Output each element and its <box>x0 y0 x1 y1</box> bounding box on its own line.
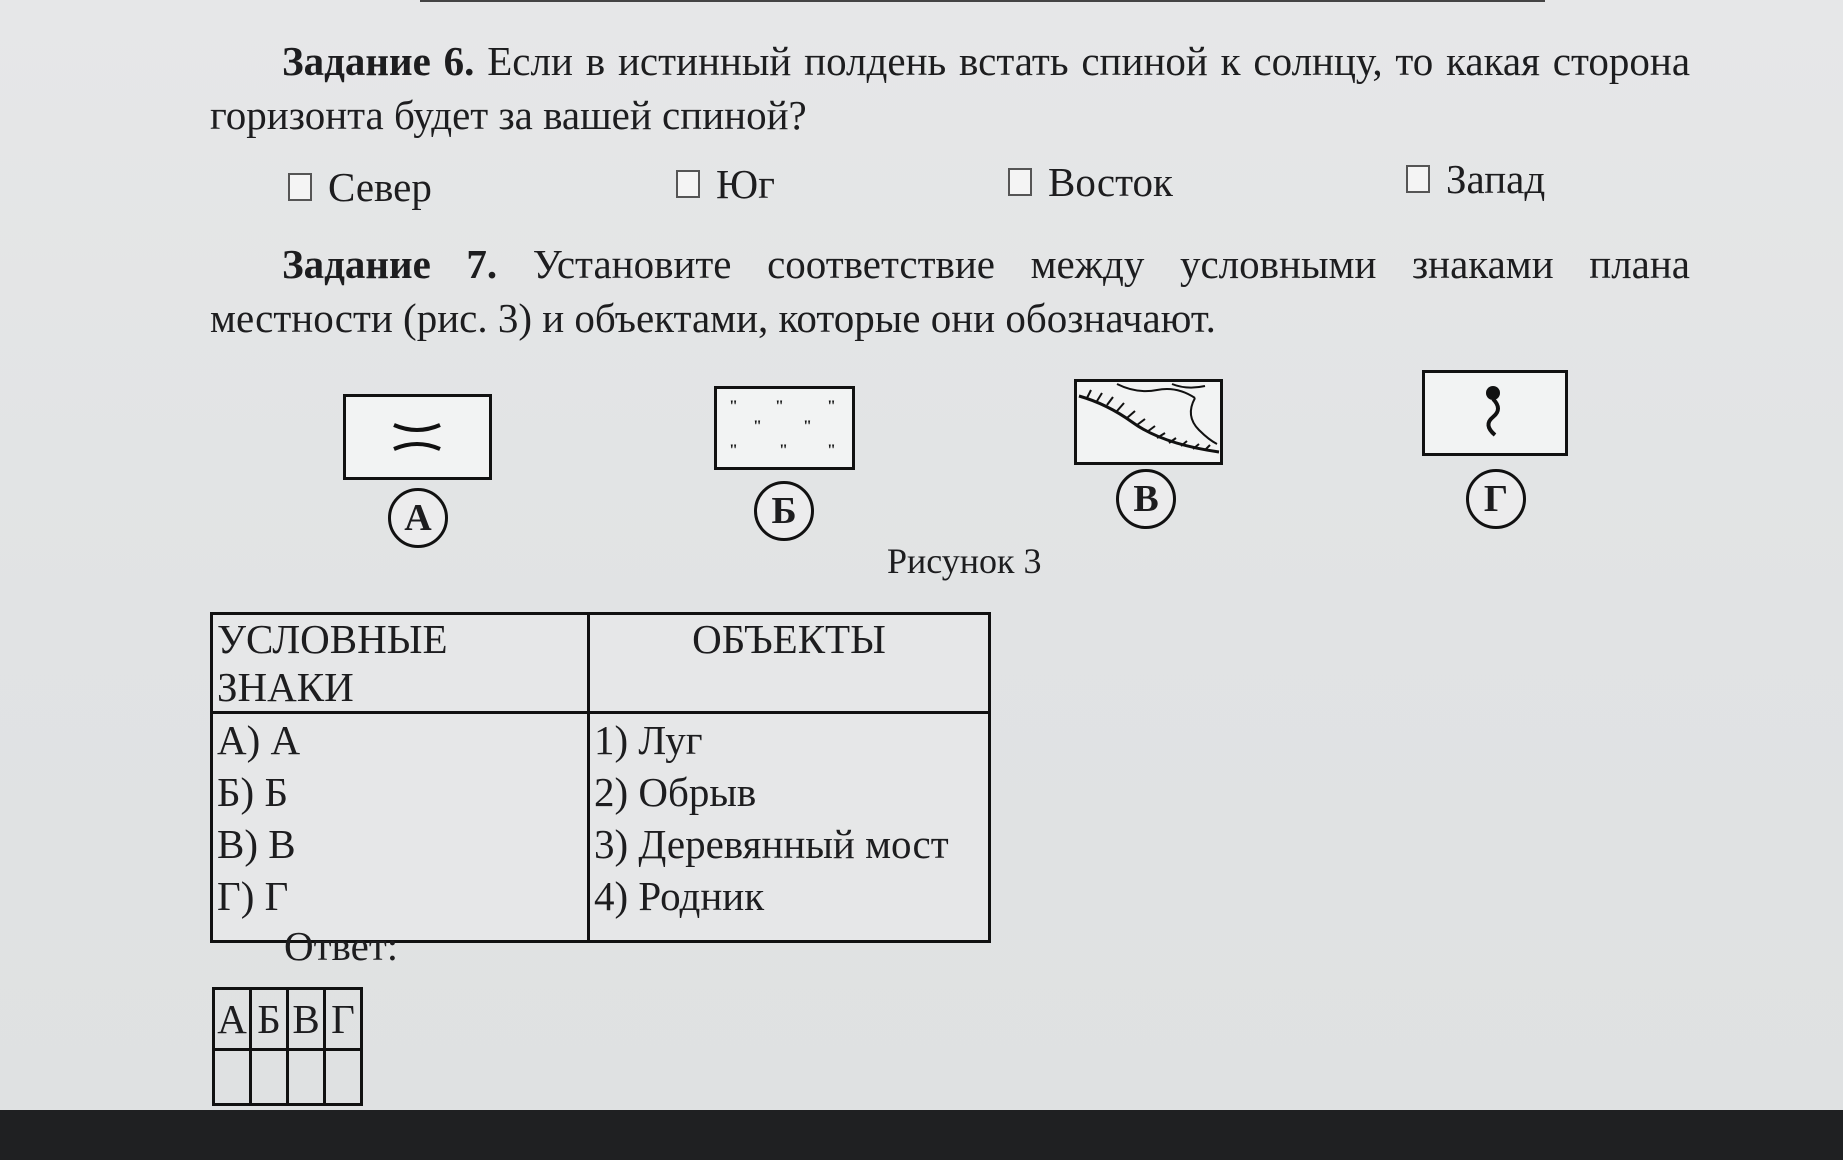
map-symbol-spring-icon <box>1422 370 1568 456</box>
svg-text:": " <box>827 398 836 415</box>
answer-cell-v[interactable] <box>288 1050 325 1105</box>
map-symbol-cliff-icon <box>1074 379 1223 465</box>
answer-column-v: В <box>288 989 325 1050</box>
svg-text:": " <box>775 398 784 415</box>
option-label: Восток <box>1048 159 1173 205</box>
symbol-label-a: А <box>388 488 448 548</box>
matching-table <box>210 612 991 943</box>
top-rule <box>420 0 1545 2</box>
answer-cell-g[interactable] <box>325 1050 362 1105</box>
table-header-row <box>212 614 990 713</box>
list-item: Б) Б <box>217 769 288 815</box>
column-header-objects: ОБЪЕКТЫ <box>589 614 990 713</box>
answer-cell-a[interactable] <box>214 1050 251 1105</box>
svg-text:": " <box>729 442 738 459</box>
svg-text:": " <box>827 442 836 459</box>
option-label: Север <box>328 164 432 210</box>
list-item: В) В <box>217 821 296 867</box>
task-6-question: Если в истинный полдень встать спиной к солнцу, то какая сторона горизонта будет за вашей спиной? <box>210 38 1691 138</box>
option-west[interactable] <box>1406 155 1545 203</box>
symbol-label-g: Г <box>1466 469 1526 529</box>
list-item: 3) Деревянный мост <box>594 821 949 867</box>
objects-cell <box>589 713 990 942</box>
checkbox-icon[interactable] <box>288 173 312 201</box>
list-item: 1) Луг <box>594 717 703 763</box>
task-7-title: Задание 7. <box>282 241 498 287</box>
checkbox-icon[interactable] <box>676 170 700 198</box>
answer-column-a: А <box>214 989 251 1050</box>
svg-text:": " <box>779 442 788 459</box>
option-label: Запад <box>1446 156 1546 202</box>
answer-column-b: Б <box>251 989 288 1050</box>
task-6 <box>210 34 1690 142</box>
table-row <box>212 713 990 942</box>
screen-bezel <box>0 1110 1843 1160</box>
column-header-symbols: УСЛОВНЫЕ ЗНАКИ <box>212 614 589 713</box>
symbol-label-v: В <box>1116 469 1176 529</box>
answer-cell-b[interactable] <box>251 1050 288 1105</box>
symbols-cell <box>212 713 589 942</box>
svg-text:": " <box>729 398 738 415</box>
figure-caption: Рисунок 3 <box>887 541 1042 581</box>
map-symbol-bridge-icon <box>343 394 492 480</box>
answer-column-g: Г <box>325 989 362 1050</box>
option-label: Юг <box>716 161 775 207</box>
checkbox-icon[interactable] <box>1008 168 1032 196</box>
list-item: А) А <box>217 717 301 763</box>
list-item: Г) Г <box>217 873 289 919</box>
answer-header-row <box>214 989 362 1050</box>
answer-label: Ответ: <box>284 923 399 969</box>
option-south[interactable] <box>676 160 775 208</box>
list-item: 2) Обрыв <box>594 769 757 815</box>
answer-grid <box>212 987 363 1106</box>
task-7-question: Установите соответствие между условными знаками плана местности (рис. 3) и объектами, которые они обозначают. <box>210 241 1690 341</box>
svg-text:": " <box>753 418 762 435</box>
option-north[interactable] <box>288 163 432 211</box>
task-6-title: Задание 6. <box>282 38 475 84</box>
answer-input-row <box>214 1050 362 1105</box>
checkbox-icon[interactable] <box>1406 165 1430 193</box>
symbol-label-b: Б <box>754 481 814 541</box>
task-7 <box>210 237 1690 345</box>
list-item: 4) Родник <box>594 873 765 919</box>
svg-text:": " <box>803 418 812 435</box>
map-symbol-meadow-icon <box>714 386 855 470</box>
option-east[interactable] <box>1008 158 1173 206</box>
